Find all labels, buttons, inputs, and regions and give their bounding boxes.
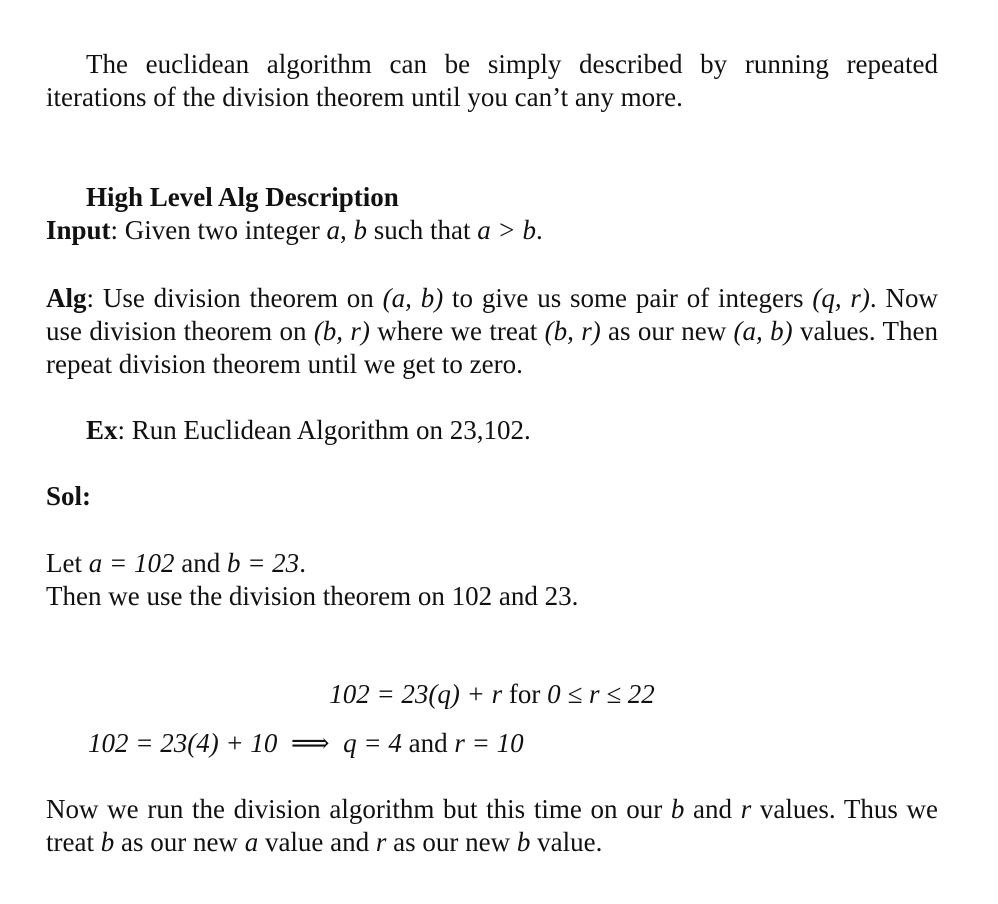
closing-var-b: b: [670, 794, 685, 824]
alg-pair-ab: (a, b): [382, 283, 444, 313]
equation-1: [46, 678, 938, 711]
eq1-for: for: [502, 679, 548, 709]
input-text-end: .: [535, 215, 543, 245]
let-eq-b: b = 23: [226, 548, 300, 578]
eq2-math: 102 = 23(4) + 10: [88, 728, 278, 758]
alg-text: to give us some pair of integers: [443, 283, 813, 313]
intro-paragraph: [46, 48, 938, 114]
alg-text: where we treat: [369, 316, 545, 346]
eq2-r: r = 10: [454, 728, 524, 758]
eq2-q: q = 4: [343, 728, 402, 758]
input-label: Input: [46, 215, 111, 245]
equation-2: [88, 727, 938, 760]
let-text: and: [174, 548, 227, 578]
alg-paragraph: [46, 282, 938, 381]
solution-label: Sol:: [46, 481, 92, 511]
closing-paragraph: [46, 793, 938, 859]
alg-label: Alg: [46, 283, 87, 313]
let-line-1: [46, 547, 938, 580]
alg-pair-br: (b, r): [313, 316, 370, 346]
closing-var-b-3: b: [516, 827, 531, 857]
closing-var-a: a: [244, 827, 259, 857]
closing-text: Now we run the division algorithm but this time on our: [46, 794, 671, 824]
input-condition: a > b: [477, 215, 536, 245]
input-var-a: a: [326, 215, 340, 245]
alg-text: as our new: [600, 316, 734, 346]
alg-text: Now use division theorem on: [46, 283, 938, 346]
eq1-range: 0 ≤ r ≤ 22: [547, 679, 655, 709]
input-text-before: : Given two integer: [110, 215, 327, 245]
closing-text: and: [684, 794, 741, 824]
eq2-and: and: [401, 728, 455, 758]
input-var-b: b: [353, 215, 367, 245]
closing-text: as our new: [114, 827, 245, 857]
closing-var-b-2: b: [100, 827, 115, 857]
input-text-mid: such that: [367, 215, 478, 245]
example-label: Ex: [86, 415, 118, 445]
alg-pair-br-2: (b, r): [544, 316, 601, 346]
intro-line-2: iterations of the division theorem until you can’t any more.: [46, 82, 683, 112]
intro-line-1: The euclidean algorithm can be simply described by running repeated: [86, 49, 938, 79]
closing-text: value and: [258, 827, 376, 857]
input-line: [46, 214, 938, 247]
closing-text: values.: [751, 794, 836, 824]
eq1-math: 102 = 23(q) + r: [329, 679, 503, 709]
alg-text: values. Then repeat division theorem until we get to zero.: [46, 316, 939, 379]
closing-var-r-2: r: [375, 827, 387, 857]
closing-text: Thus we treat: [46, 794, 939, 857]
implies-symbol: ⟹: [290, 728, 330, 758]
alg-text: .: [869, 283, 877, 313]
closing-text: value.: [530, 827, 603, 857]
let-line-2: Then we use the division theorem on 102 and 23.: [46, 581, 579, 611]
let-text: Let: [46, 548, 89, 578]
closing-text: as our new: [386, 827, 517, 857]
let-eq-a: a = 102: [88, 548, 175, 578]
alg-pair-ab-2: (a, b): [733, 316, 793, 346]
example-line: [86, 414, 938, 447]
input-comma: ,: [340, 215, 354, 245]
example-text: : Run Euclidean Algorithm on 23,102.: [117, 415, 531, 445]
section-heading: High Level Alg Description: [86, 182, 399, 212]
alg-pair-qr: (q, r): [812, 283, 870, 313]
let-text: .: [299, 548, 306, 578]
alg-text: : Use division theorem on: [86, 283, 383, 313]
closing-var-r: r: [740, 794, 752, 824]
